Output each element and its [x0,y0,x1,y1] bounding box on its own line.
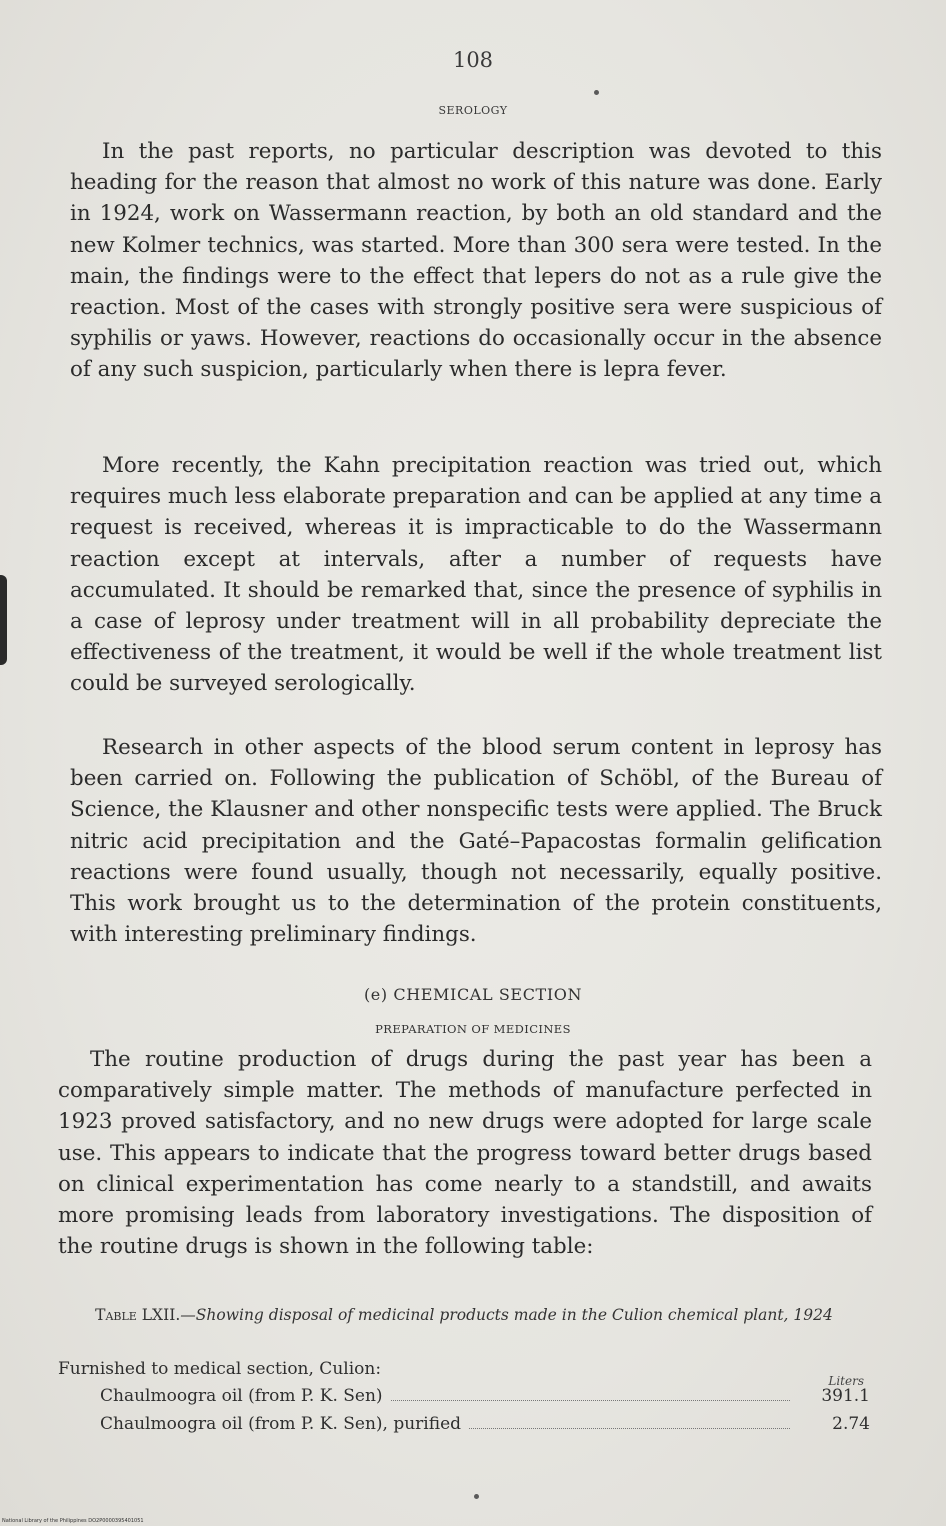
table-group-label [58,1356,870,1388]
row-value: 2.74 [832,1414,870,1434]
row-value: 391.1 [821,1386,870,1406]
table-row [58,1382,870,1410]
row-label: Chaulmoogra oil (from P. K. Sen), purified [100,1414,462,1434]
paragraph-serology-3 [70,732,882,950]
table-label: Table LXII. [95,1306,181,1324]
speck-mark [474,1494,479,1499]
paragraph-text: In the past reports, no particular description was devoted to this heading for the reason that almost no work of this nature was done. Early in 1924, work on Wassermann reaction, by both an old standard and the new Kolmer technics, was started. More than 300 sera were tested. In the main, the findings were to the effect that lepers do not as a rule give the reaction. Most of the cases with strongly positive sera were suspicious of syphilis or yaws. However, reactions do occasionally occur in the absence of any such suspicion, particularly when there is lepra fever. [70,139,882,383]
scan-credit: National Library of the Philippines DO2P0000395401051 [2,1518,144,1524]
speck-mark [594,90,599,95]
table-caption-text: —Showing disposal of medicinal products made in the Culion chemical plant, 1924 [180,1306,833,1324]
paragraph-serology-1 [70,136,882,386]
paragraph-text: Research in other aspects of the blood serum content in leprosy has been carried on. Following the publication of Schöbl, of the Bureau of Science, the Klausner and other nonspecific tests were applied. The Bruck nitric acid precipitation and the Gaté–Papacostas formalin gelification reactions were found usually, though not necessarily, equally positive. This work brought us to the determination of the protein constituents, with interesting preliminary findings. [70,735,882,948]
page-edge-shadow [0,575,7,665]
section-subheading: PREPARATION OF MEDICINES [375,1022,571,1036]
dot-leader [391,1382,790,1401]
disposal-table [58,1356,870,1438]
paragraph-chemical [58,1044,872,1262]
paragraph-text: The routine production of drugs during the past year has been a comparatively simple matter. The methods of manufacture perfected in 1923 proved satisfactory, and no new drugs were adopted for large scale use. This appears to indicate that the progress toward better drugs based on clinical experimentation has come nearly to a standstill, and awaits more promising leads from laboratory investigations. The disposition of the routine drugs is shown in the following table: [58,1047,872,1260]
paragraph-serology-2 [70,450,882,700]
row-label: Chaulmoogra oil (from P. K. Sen) [100,1386,383,1406]
running-head: SEROLOGY [438,104,508,117]
dot-leader [469,1410,790,1429]
group-label-text: Furnished to medical section, Culion: [58,1359,382,1379]
table-unit-label: Liters [828,1374,864,1388]
paragraph-text: More recently, the Kahn precipitation reaction was tried out, which requires much less elaborate preparation and can be applied at any time a request is received, whereas it is impracticable to do the Wassermann reaction except at intervals, after a number of requests have accumulated. It should be remarked that, since the presence of syphilis in a case of leprosy under treatment will in all probability depreciate the effectiveness of the treatment, it would be well if the whole treatment list could be surveyed serologically. [70,453,882,697]
table-caption [60,1304,868,1327]
section-heading: (e) CHEMICAL SECTION [363,985,583,1004]
page-number: 108 [452,48,494,72]
table-row [58,1410,870,1438]
